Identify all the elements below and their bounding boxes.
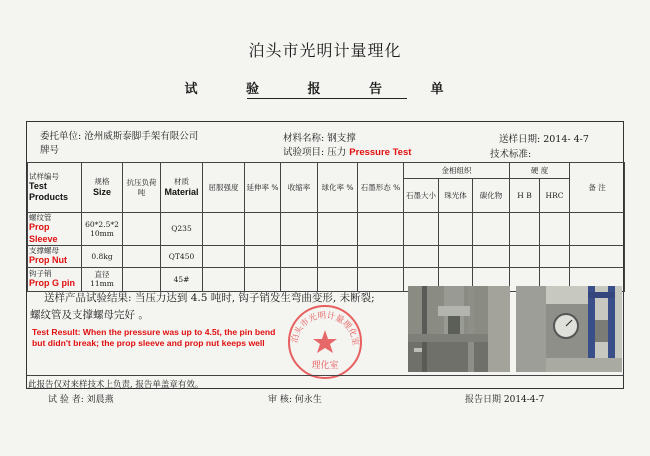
col-shrinkage: 收缩率 xyxy=(281,163,318,213)
row-cell xyxy=(570,245,625,267)
row-name-cn: 钩子销 xyxy=(29,269,52,279)
brand-label: 牌号 xyxy=(40,145,60,156)
test-photo-right xyxy=(516,286,622,372)
technical-standard: 技术标准: xyxy=(490,149,532,160)
client-line xyxy=(40,128,198,142)
col-spec xyxy=(82,163,123,213)
footnote: 此报告仅对来样技术上负责, 报告单盖章有效。 xyxy=(28,380,204,390)
row-cell xyxy=(245,245,281,267)
client-value: 沧州威斯泰脚手架有限公司 xyxy=(84,131,199,142)
material-line xyxy=(283,130,356,144)
result-english: Test Result: When the pressure was up to 4.5t, the pin bend but didn't break; the prop sleeve and prop nut keeps well xyxy=(32,327,276,348)
col-load: 抗压负荷吨 xyxy=(123,163,161,213)
col-yield: 屈服强度 xyxy=(203,163,245,213)
material-value: 钢支撑 xyxy=(327,133,356,144)
row-cell xyxy=(245,267,281,291)
row-name xyxy=(28,267,82,291)
test-item-label: 试验项目: xyxy=(283,147,325,158)
title-underline xyxy=(247,98,407,99)
result-line-1: 送样产品试验结果: 当压力达到 4.5 吨时, 钩子销发生弯曲变形, 未断裂; xyxy=(44,292,375,304)
row-spec: 60*2.5*2 10mm xyxy=(82,213,123,246)
row-spec: 0.8kg xyxy=(82,245,123,267)
row-name-en: Prop Sleeve xyxy=(29,222,58,244)
row-cell xyxy=(318,267,358,291)
row-load xyxy=(123,213,161,246)
col-spec-en: Size xyxy=(92,186,111,197)
company-name: 泊头市光明计量理化 xyxy=(248,41,402,60)
row-cell xyxy=(203,213,245,246)
send-date: 送样日期: 2014- 4-7 xyxy=(499,134,589,145)
row-name-en: Prop Nut xyxy=(29,255,67,266)
row-cell xyxy=(281,245,318,267)
row-cell xyxy=(358,213,404,246)
row-cell xyxy=(404,245,439,267)
col-hrc: HRC xyxy=(540,179,570,213)
row-cell xyxy=(245,213,281,246)
svg-text:理化室: 理化室 xyxy=(311,361,339,371)
row-spec: 直径 11mm xyxy=(82,267,123,291)
row-name-cn: 支撑螺母 xyxy=(29,246,59,256)
row-name xyxy=(28,213,82,246)
row-cell xyxy=(510,213,540,246)
col-material-cn: 材质 xyxy=(174,177,189,187)
col-sample-no xyxy=(28,163,82,213)
row-cell xyxy=(404,213,439,246)
report-title: 试 验 报 告 单 xyxy=(184,82,466,97)
col-material xyxy=(161,163,203,213)
row-cell xyxy=(281,267,318,291)
col-remark: 备 注 xyxy=(570,163,625,213)
row-cell xyxy=(203,245,245,267)
col-spec-cn: 规格 xyxy=(94,177,110,187)
row-cell xyxy=(540,245,570,267)
col-graphite-shape: 石墨形态 % xyxy=(358,163,404,213)
row-cell xyxy=(540,213,570,246)
col-material-en: Material xyxy=(164,186,199,197)
svg-text:泊头市光明计量理化室: 泊头市光明计量理化室 xyxy=(290,310,361,347)
row-material: 45# xyxy=(161,267,203,291)
col-sample-no-cn: 试样编号 xyxy=(29,171,59,181)
result-line-2: 螺纹管及支撑螺母完好 。 xyxy=(30,309,149,321)
report-date: 报告日期 2014-4-7 xyxy=(465,395,545,405)
row-cell xyxy=(473,245,510,267)
row-cell xyxy=(510,245,540,267)
row-cell xyxy=(570,213,625,246)
row-cell xyxy=(473,213,510,246)
reviewer-signature: 审 核: 何永生 xyxy=(268,395,322,405)
test-photo-left xyxy=(408,286,510,372)
row-cell xyxy=(203,267,245,291)
table-row xyxy=(28,213,625,246)
row-name-en: Prop G pin xyxy=(29,278,75,289)
row-name-cn: 螺纹管 xyxy=(29,213,52,222)
col-elongation: 延伸率 % xyxy=(245,163,281,213)
col-hb: H B xyxy=(510,179,540,213)
table-row xyxy=(28,245,625,267)
material-label: 材料名称: xyxy=(283,133,325,144)
row-cell xyxy=(358,267,404,291)
col-sample-no-en: Test Products xyxy=(29,180,69,203)
row-cell xyxy=(281,213,318,246)
test-data-table xyxy=(27,162,625,292)
client-label: 委托单位: xyxy=(40,131,82,142)
row-cell xyxy=(318,245,358,267)
row-material: QT450 xyxy=(161,245,203,267)
test-item-value: 压力 xyxy=(327,147,347,158)
test-item-english: Pressure Test xyxy=(349,147,412,158)
row-cell xyxy=(439,213,473,246)
row-cell xyxy=(318,213,358,246)
col-pearlite: 珠光体 xyxy=(439,179,473,213)
col-hardness: 硬 度 xyxy=(510,163,570,179)
row-cell xyxy=(358,245,404,267)
col-metallography: 金相组织 xyxy=(404,163,510,179)
row-load xyxy=(123,267,161,291)
row-name xyxy=(28,245,82,267)
col-spheroidization: 球化率 % xyxy=(318,163,358,213)
tester-signature: 试 验 者: 刘晨燕 xyxy=(48,395,114,405)
col-carbide: 碳化物 xyxy=(473,179,510,213)
test-item-line xyxy=(283,144,411,158)
official-seal-stamp xyxy=(285,302,365,382)
footer-divider xyxy=(27,375,624,376)
col-graphite-size: 石墨大小 xyxy=(404,179,439,213)
row-cell xyxy=(439,245,473,267)
row-load xyxy=(123,245,161,267)
row-material: Q235 xyxy=(161,213,203,246)
